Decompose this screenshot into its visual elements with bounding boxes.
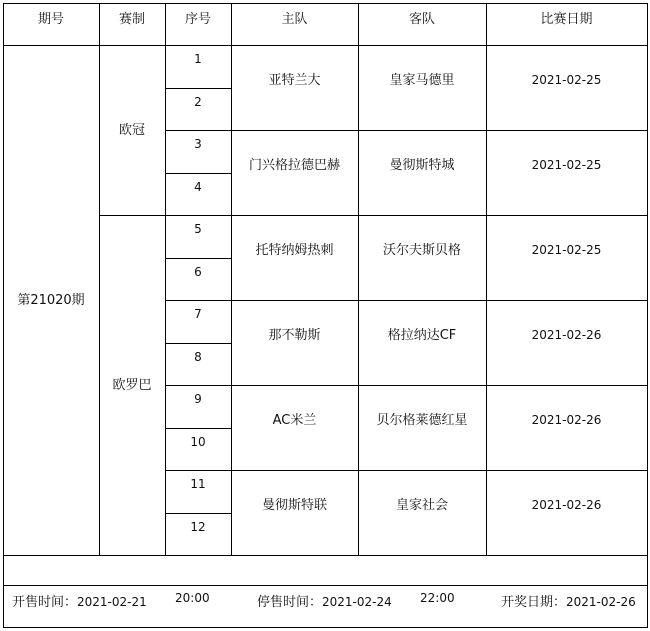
grid-line xyxy=(165,300,231,301)
header-competition: 赛制 xyxy=(118,11,145,27)
home-team: 托特纳姆热刺 xyxy=(255,242,334,258)
grid-line xyxy=(99,215,165,216)
away-team: 贝尔格莱德红星 xyxy=(376,412,468,428)
seq-cell: 6 xyxy=(194,264,202,279)
grid-line xyxy=(165,385,231,386)
home-team: 门兴格拉德巴赫 xyxy=(248,157,340,173)
grid-line xyxy=(486,3,487,556)
sale-start-label: 开售时间： xyxy=(12,595,78,610)
seq-cell: 4 xyxy=(194,179,202,194)
match-date: 2021-02-25 xyxy=(531,73,602,87)
grid-line xyxy=(165,258,231,259)
seq-cell: 2 xyxy=(194,94,202,109)
sale-end-label: 停售时间： xyxy=(257,595,323,610)
grid-line xyxy=(165,513,231,514)
header-period: 期号 xyxy=(37,11,64,27)
seq-cell: 8 xyxy=(194,349,202,364)
seq-cell: 5 xyxy=(194,222,202,236)
home-team: 亚特兰大 xyxy=(268,72,321,88)
away-team: 沃尔夫斯贝格 xyxy=(382,242,461,258)
grid-line xyxy=(3,627,648,628)
grid-line xyxy=(165,470,231,471)
match-date: 2021-02-25 xyxy=(531,158,602,172)
home-team: 曼彻斯特联 xyxy=(261,497,327,513)
home-team: 那不勒斯 xyxy=(268,327,321,343)
draw-label: 开奖日期： xyxy=(501,595,567,610)
grid-line xyxy=(231,470,647,471)
grid-line xyxy=(231,3,232,556)
away-team: 皇家马德里 xyxy=(389,72,455,88)
sale-start-date: 2021-02-21 xyxy=(77,595,147,609)
seq-cell: 1 xyxy=(194,52,202,66)
draw-date: 2021-02-26 xyxy=(566,595,636,609)
sale-start-time-wrap xyxy=(175,591,210,606)
sale-end-time-wrap xyxy=(420,591,455,606)
seq-cell: 10 xyxy=(190,434,206,449)
grid-line xyxy=(99,3,100,556)
match-date: 2021-02-25 xyxy=(531,243,602,257)
sale-end xyxy=(257,591,392,610)
seq-cell: 9 xyxy=(194,392,202,406)
sale-end-time: 22:00 xyxy=(420,591,455,605)
grid-line xyxy=(231,130,647,131)
grid-line xyxy=(3,585,648,586)
grid-line xyxy=(165,88,231,89)
competition-uel: 欧罗巴 xyxy=(112,377,152,393)
away-team: 皇家社会 xyxy=(395,497,448,513)
header-away: 客队 xyxy=(408,11,435,27)
seq-cell: 12 xyxy=(190,519,206,534)
grid-line xyxy=(3,3,4,628)
grid-line xyxy=(358,3,359,556)
match-date: 2021-02-26 xyxy=(531,413,602,427)
sale-start xyxy=(12,591,147,610)
draw-date-wrap xyxy=(501,591,636,610)
grid-line xyxy=(165,130,231,131)
seq-cell: 11 xyxy=(190,477,206,491)
seq-cell: 7 xyxy=(194,307,202,321)
header-seq: 序号 xyxy=(184,11,211,27)
grid-line xyxy=(647,3,648,628)
away-team: 曼彻斯特城 xyxy=(389,157,455,173)
sale-start-time: 20:00 xyxy=(175,591,210,605)
grid-line xyxy=(231,385,647,386)
sale-end-date: 2021-02-24 xyxy=(322,595,392,609)
header-home: 主队 xyxy=(281,11,308,27)
grid-line xyxy=(165,173,231,174)
away-team: 格拉纳达CF xyxy=(387,327,457,343)
grid-line xyxy=(165,428,231,429)
header-date: 比赛日期 xyxy=(540,11,593,27)
match-date: 2021-02-26 xyxy=(531,328,602,342)
grid-line xyxy=(165,215,231,216)
grid-line xyxy=(165,343,231,344)
grid-line xyxy=(165,3,166,556)
home-team: AC米兰 xyxy=(272,412,317,428)
competition-ucl: 欧冠 xyxy=(118,122,145,138)
match-date: 2021-02-26 xyxy=(531,498,602,512)
seq-cell: 3 xyxy=(194,137,202,151)
grid-line xyxy=(231,300,647,301)
grid-line xyxy=(231,215,647,216)
period-cell: 第21020期 xyxy=(17,292,85,308)
